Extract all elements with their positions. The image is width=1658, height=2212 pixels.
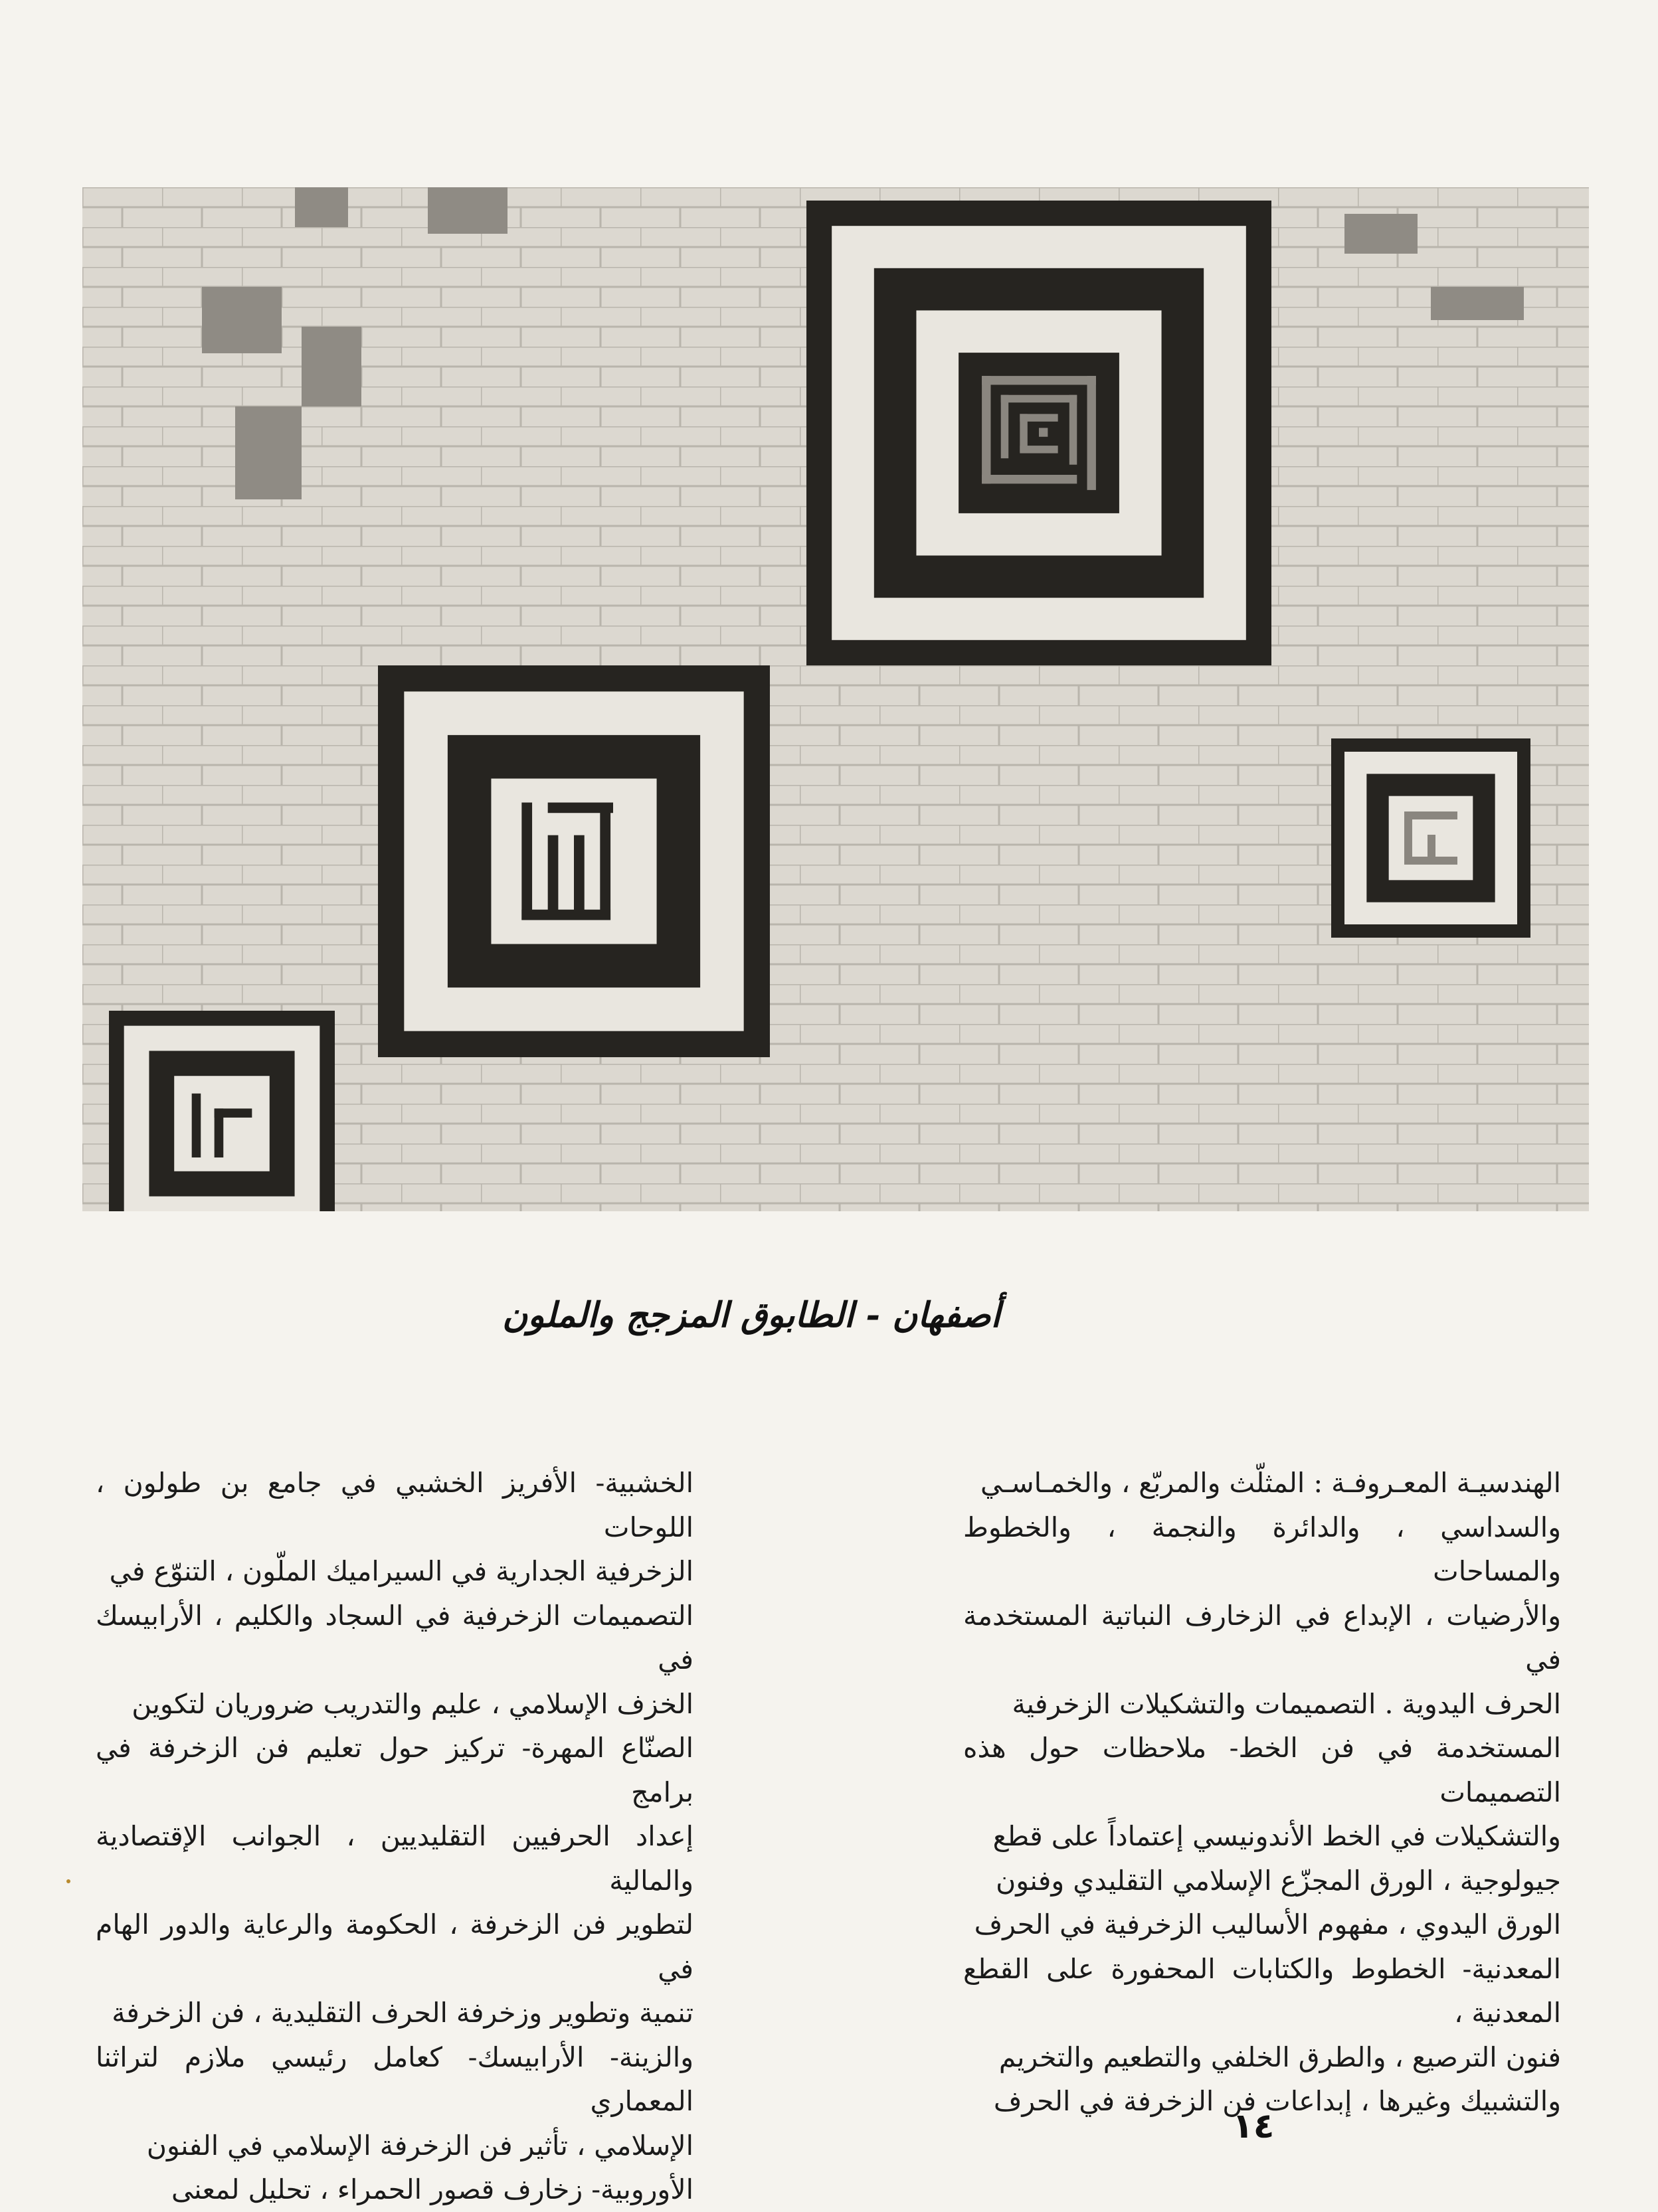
kufic-stroke <box>1001 395 1077 402</box>
text-line: الإسلامي ، تأثير فن الزخرفة الإسلامي في الفنون <box>146 2129 693 2162</box>
accent-brick <box>302 327 361 406</box>
kufic-stroke <box>1001 395 1008 458</box>
kufic-stroke <box>521 803 532 920</box>
text-line: الزخرفية الجدارية في السيراميك الملّون ، التنوّع في <box>109 1555 693 1587</box>
kufic-stroke <box>1069 395 1077 465</box>
text-line: التصميمات الزخرفية في السجاد والكليم ، الأرابيسك في <box>96 1599 693 1675</box>
text-line: الأوروبية- زخارف قصور الحمراء ، تحليل لمعنى <box>171 2173 693 2205</box>
kufic-stroke <box>1039 428 1048 436</box>
accent-brick <box>295 187 348 227</box>
kufic-stroke <box>215 1108 252 1118</box>
photo-caption: أصفهان - الطابوق المزجج والملون <box>502 1295 1000 1335</box>
accent-brick <box>202 287 282 353</box>
text-line: لتطوير فن الزخرفة ، الحكومة والرعاية والدور الهام في <box>96 1909 693 1985</box>
text-line: المعدنية- الخطوط والكتابات المحفورة على القطع المعدنية ، <box>963 1952 1561 2029</box>
text-line: الورق اليدوي ، مفهوم الأساليب الزخرفية في الحرف <box>974 1909 1561 1940</box>
text-line: إعداد الحرفيين التقليديين ، الجوانب الإقتصادية والمالية <box>96 1820 693 1897</box>
text-line: والتشبيك وغيرها ، إبداعات فن الزخرفة في الحرف <box>993 2085 1561 2117</box>
kufic-stroke <box>548 803 613 813</box>
text-column-left <box>96 1461 693 2205</box>
kufic-stroke <box>574 835 585 920</box>
accent-brick <box>1431 287 1524 320</box>
kufic-stroke <box>548 835 559 920</box>
text-line: الخزف الإسلامي ، عليم والتدريب ضروريان لتكوين <box>132 1687 693 1720</box>
kufic-stroke <box>982 475 1077 483</box>
text-line: والتشكيلات في الخط الأندونيسي إعتماداً على قطع <box>992 1820 1561 1852</box>
kufic-stroke <box>192 1094 201 1157</box>
kufic-stroke <box>600 803 610 920</box>
kufic-tile-photo <box>82 187 1589 1211</box>
print-speck <box>66 1879 70 1883</box>
text-line: الهندسيـة المعـروفـة : المثلّث والمربّع ، والخمـاسـي <box>980 1467 1561 1499</box>
text-line: المستخدمة في فن الخط- ملاحظات حول هذه التصميمات <box>963 1732 1561 1808</box>
tile-pattern-graphic <box>82 187 1589 1211</box>
text-line: الحرف اليدوية . التصميمات والتشكيلات الزخرفية <box>1012 1687 1561 1720</box>
page-number: ١٤ <box>1232 2106 1275 2146</box>
kufic-stroke <box>1087 376 1096 490</box>
accent-brick <box>235 406 302 499</box>
text-line: والزينة- الأرابيسك- كعامل رئيسي ملازم لتراثنا المعماري <box>96 2041 693 2117</box>
kufic-stroke <box>982 376 1096 384</box>
text-line: والسداسي ، والدائرة والنجمة ، والخطوط والمساحات <box>963 1511 1561 1587</box>
text-line: تنمية وتطوير وزخرفة الحرف التقليدية ، فن الزخرفة <box>112 1997 693 2029</box>
kufic-stroke <box>982 376 990 483</box>
text-line: والأرضيات ، الإبداع في الزخارف النباتية المستخدمة في <box>963 1599 1561 1675</box>
kufic-stroke <box>521 910 610 920</box>
kufic-stroke <box>1020 446 1058 453</box>
accent-brick <box>1344 214 1418 254</box>
text-line: فنون الترصيع ، والطرق الخلفي والتطعيم والتخريم <box>998 2041 1561 2073</box>
text-line: الخشبية- الأفريز الخشبي في جامع بن طولون ، اللوحات <box>96 1467 693 1543</box>
text-line: الصنّاع المهرة- تركيز حول تعليم فن الزخرفة في برامج <box>96 1732 693 1808</box>
kufic-stroke <box>1404 857 1457 865</box>
accent-brick <box>428 187 507 234</box>
text-column-right <box>963 1461 1561 2117</box>
text-line: جيولوجية ، الورق المجزّع الإسلامي التقليدي وفنون <box>996 1864 1561 1897</box>
